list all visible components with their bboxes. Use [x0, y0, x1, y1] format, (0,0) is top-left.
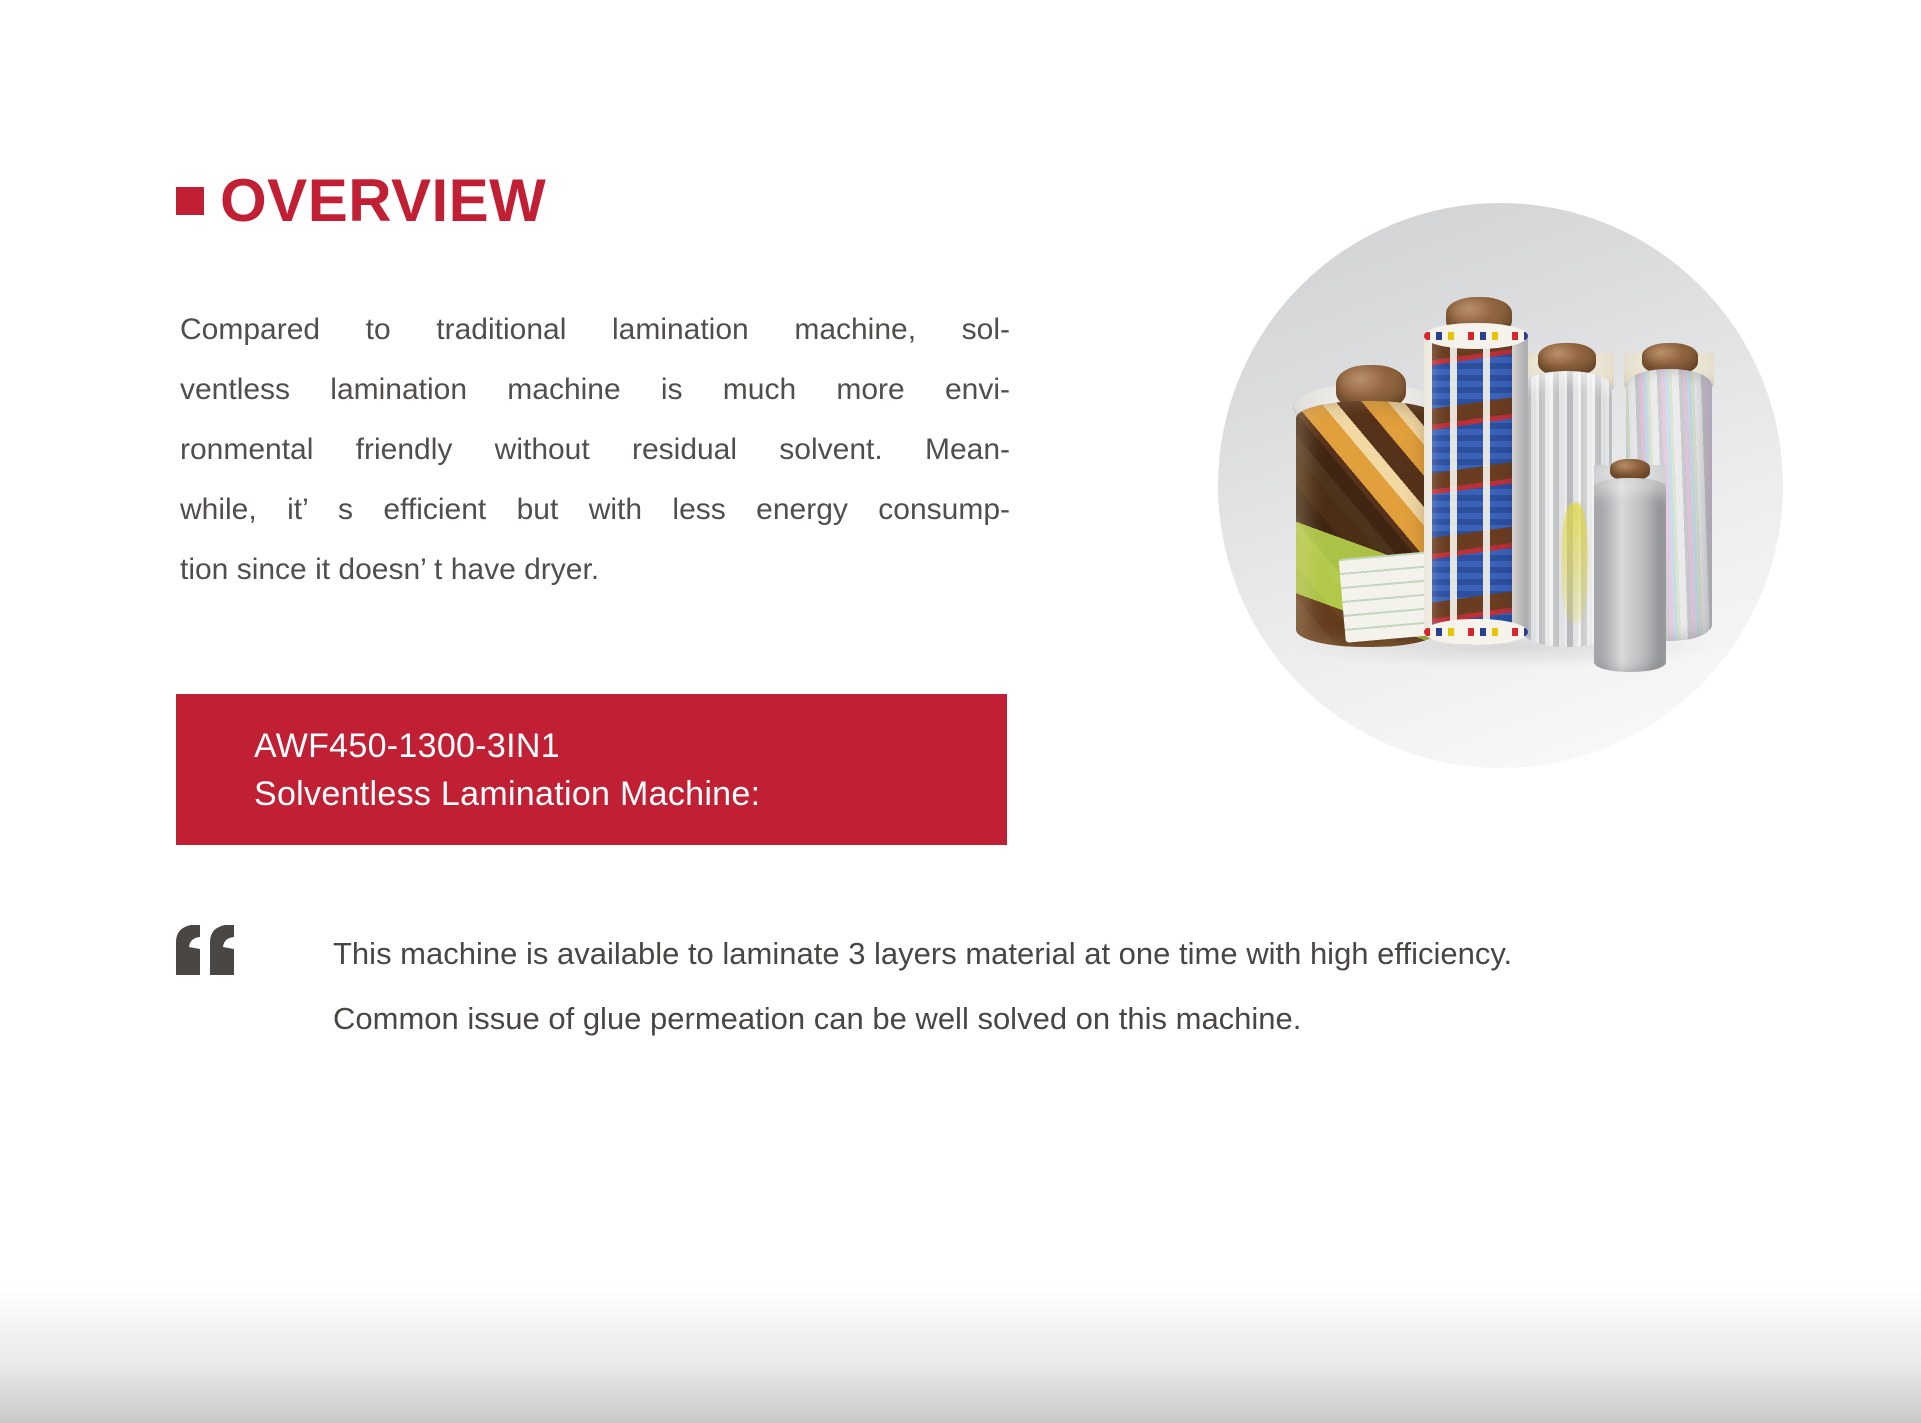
overview-paragraph — [180, 300, 1010, 600]
quote-line: Common issue of glue permeation can be well solved on this machine. — [333, 1001, 1302, 1036]
section-title-row — [176, 168, 546, 234]
paragraph-line: ventless lamination machine is much more envi- — [180, 373, 1010, 406]
roll-label — [1339, 551, 1438, 643]
quote-text — [333, 921, 1663, 1051]
grey-film-roll — [1594, 478, 1666, 672]
paragraph-line: tion since it doesn’ t have dryer. — [180, 553, 600, 586]
quote-line: This machine is available to laminate 3 layers material at one time with high efficiency. — [333, 936, 1513, 971]
machine-name: Solventless Lamination Machine: — [254, 774, 761, 813]
paragraph-line: while, it’ s efficient but with less energy consump- — [180, 493, 1010, 526]
bottom-gradient — [0, 1285, 1921, 1423]
product-photo — [1218, 203, 1783, 768]
roll-registration-band — [1424, 619, 1528, 645]
model-banner — [176, 694, 1007, 845]
model-number: AWF450-1300-3IN1 — [254, 726, 560, 765]
page-title: OVERVIEW — [220, 167, 547, 234]
roll-registration-band — [1424, 323, 1528, 349]
transparent-film-roll-yellow-streak — [1562, 503, 1588, 623]
paragraph-line: Compared to traditional lamination machine, sol- — [180, 313, 1010, 346]
printed-film-roll-geometric — [1296, 401, 1440, 647]
title-bullet-square-icon — [176, 187, 204, 215]
paragraph-line: ronmental friendly without residual solvent. Mean- — [180, 433, 1010, 466]
open-quote-icon — [174, 925, 236, 975]
printed-film-roll-chocolate-blue — [1424, 323, 1528, 645]
